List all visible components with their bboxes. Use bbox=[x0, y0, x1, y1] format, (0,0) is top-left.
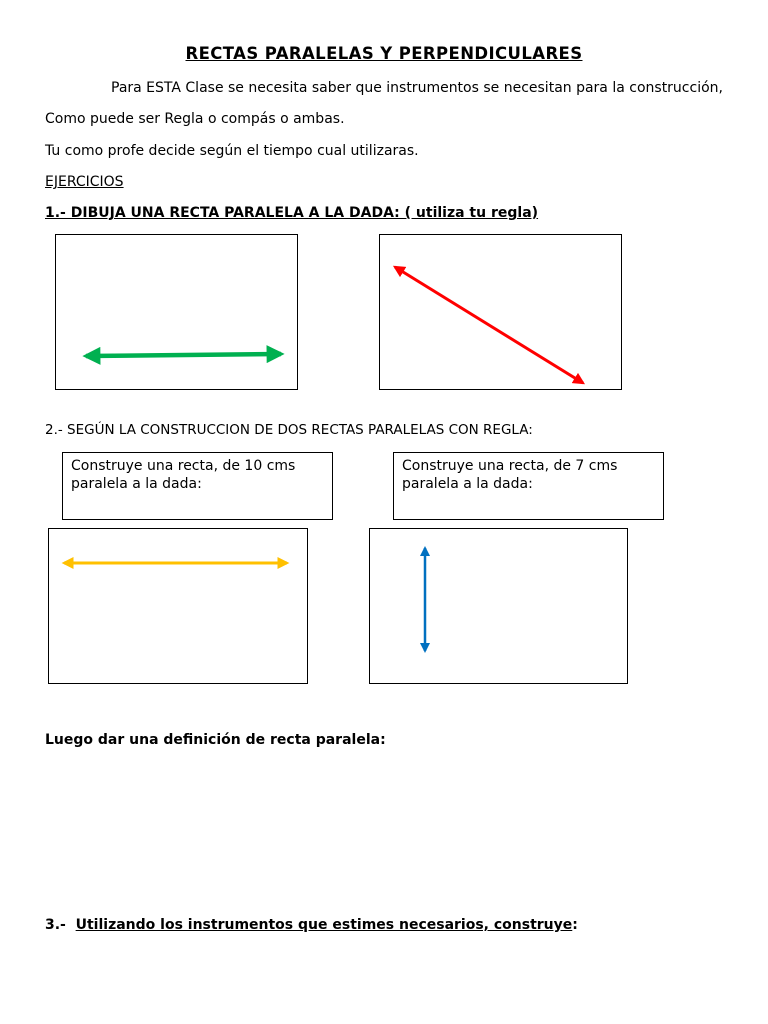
intro-line-2: Como puede ser Regla o compás o ambas. bbox=[45, 111, 345, 127]
instruction-right-line-2: paralela a la dada: bbox=[402, 476, 533, 492]
instruction-right-line-1: Construye una recta, de 7 cms bbox=[402, 458, 618, 474]
instruction-left-line-1: Construye una recta, de 10 cms bbox=[71, 458, 296, 474]
exercise-2-heading: 2.- SEGÚN LA CONSTRUCCION DE DOS RECTAS PARALELAS CON REGLA: bbox=[45, 422, 533, 438]
definition-prompt: Luego dar una definición de recta paralela: bbox=[45, 732, 386, 748]
page-title: RECTAS PARALELAS Y PERPENDICULARES bbox=[185, 44, 583, 63]
exercise-3-heading: Utilizando los instrumentos que estimes necesarios, construye bbox=[75, 917, 573, 933]
red-diagonal-line bbox=[395, 267, 583, 383]
green-horizontal-line bbox=[86, 354, 281, 356]
exercise-1-heading: 1.- DIBUJA UNA RECTA PARALELA A LA DADA: ( utiliza tu regla) bbox=[45, 205, 539, 221]
instruction-left-line-2: paralela a la dada: bbox=[71, 476, 202, 492]
ejercicios-heading: EJERCICIOS bbox=[45, 174, 124, 190]
exercise-3-heading-line bbox=[45, 917, 578, 933]
exercise-3-colon: : bbox=[572, 917, 578, 933]
intro-line-3: Tu como profe decide según el tiempo cual utilizaras. bbox=[45, 143, 419, 159]
exercise-3-number: 3.- bbox=[45, 917, 66, 933]
intro-line-1: Para ESTA Clase se necesita saber que instrumentos se necesitan para la construcción, bbox=[111, 80, 723, 96]
